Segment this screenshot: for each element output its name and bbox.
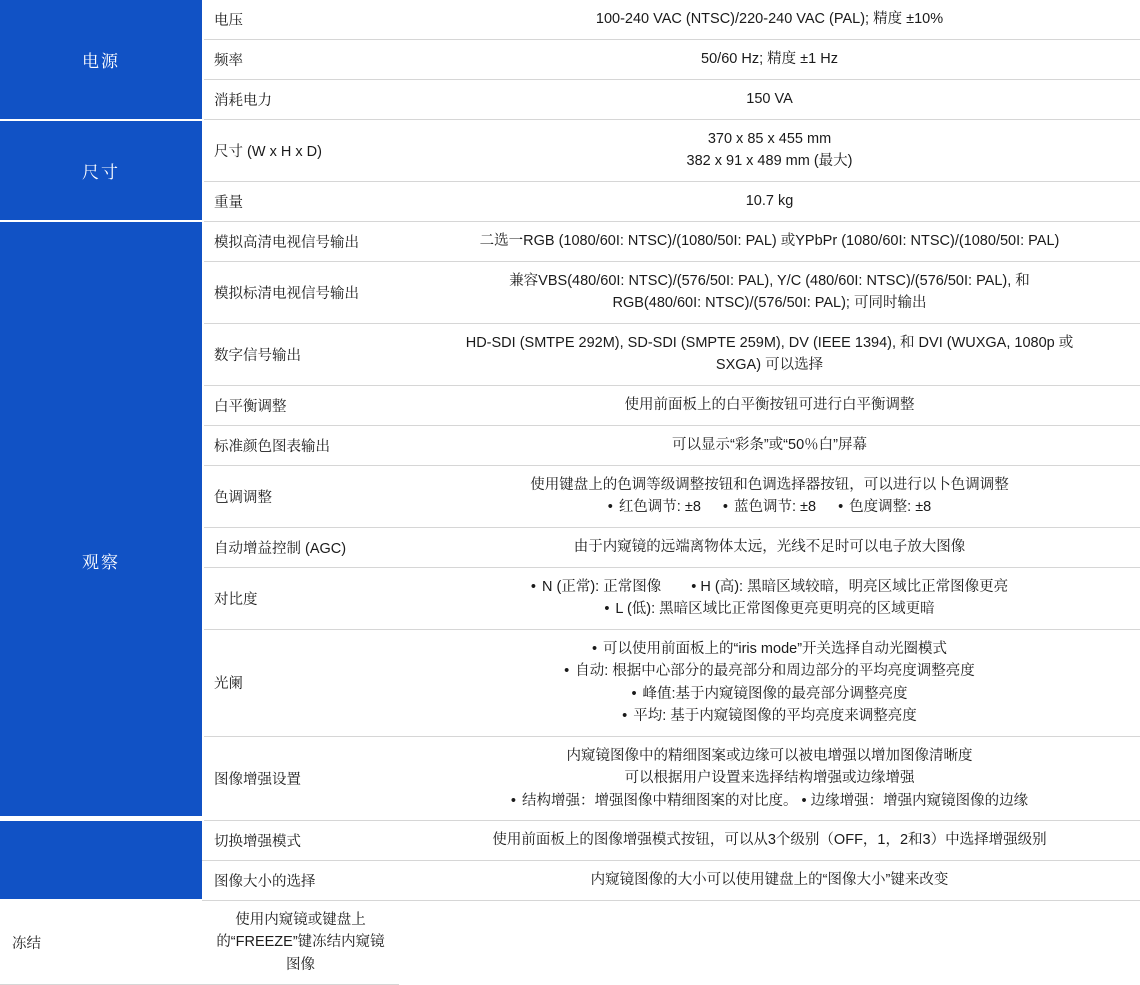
row-value <box>399 80 1140 120</box>
row-label: 冻结 <box>0 900 202 984</box>
row-label: 光阑 <box>202 629 399 736</box>
value-line: 二选一RGB (1080/60I: NTSC)/(1080/50I: PAL) 或YPbPr (1080/60I: NTSC)/(1080/50I: PAL) <box>479 233 1060 250</box>
value-bullet: • 平均: 基于内窥镜图像的平均亮度来调整亮度 <box>622 705 917 727</box>
row-value <box>399 629 1140 736</box>
group-cell <box>0 0 202 120</box>
value-bullet-line <box>411 660 1128 682</box>
row-value <box>399 860 1140 900</box>
value-line: 370 x 85 x 455 mm <box>707 131 832 147</box>
group-column-divider <box>202 0 204 821</box>
value-line: 使用前面板上的白平衡按钮可进行白平衡调整 <box>624 397 915 414</box>
table-row <box>0 221 1140 261</box>
value-line: RGB(480/60I: NTSC)/(576/50I: PAL); 可同时输出 <box>612 295 927 312</box>
row-label: 图像增强设置 <box>202 736 399 820</box>
value-bullet: • L (低): 黑暗区域比正常图像更亮更明亮的区域更暗 <box>604 598 934 620</box>
group-label: 尺寸 <box>82 162 120 182</box>
row-value <box>399 820 1140 860</box>
value-bullet: • 自动: 根据中心部分的最亮部分和周边部分的平均亮度调整亮度 <box>564 660 975 682</box>
value-bullet: • 色度调整: ±8 <box>838 496 931 518</box>
row-value <box>399 221 1140 261</box>
value-bullet-line <box>411 790 1128 812</box>
value-bullet: • 红色调节: ±8 <box>608 496 701 518</box>
row-label: 模拟高清电视信号输出 <box>202 221 399 261</box>
value-line: 由于内窥镜的远端离物体太远，光线不足时可以电子放大图像 <box>573 539 966 556</box>
group-cell <box>0 221 202 900</box>
value-line: SXGA) 可以选择 <box>715 357 824 374</box>
row-label: 对比度 <box>202 567 399 629</box>
table-row <box>0 120 1140 182</box>
row-value <box>399 181 1140 221</box>
value-line: HD-SDI (SMTPE 292M), SD-SDI (SMPTE 259M), DV (IEEE 1394), 和 DVI (WUXGA, 1080p 或 <box>465 334 1074 351</box>
row-value <box>399 40 1140 80</box>
row-value <box>399 736 1140 820</box>
value-line: 100-240 VAC (NTSC)/220-240 VAC (PAL); 精度 ±10% <box>595 11 944 28</box>
value-bullet-line <box>411 598 1128 620</box>
value-bullet: • 蓝色调节: ±8 <box>723 496 816 518</box>
row-label: 重量 <box>202 181 399 221</box>
value-line: 使用键盘上的色调等级调整按钮和色调选择器按钮，可以进行以卜色调调整 <box>530 476 1009 493</box>
value-line: 使用前面板上的图像增强模式按钮，可以从3个级别（OFF，1，2和3）中选择增强级别 <box>492 832 1047 849</box>
value-bullet-line <box>411 705 1128 727</box>
value-line: 可以显示“彩条”或“50％白”屏幕 <box>672 437 867 454</box>
value-bullet-line <box>411 638 1128 660</box>
value-line: 382 x 91 x 489 mm (最大) <box>686 153 853 170</box>
group-label: 电源 <box>82 51 120 71</box>
table-row <box>0 900 1140 984</box>
row-label: 电压 <box>202 0 399 40</box>
value-line: 使用内窥镜或键盘上的“FREEZE”键冻结内窥镜图像 <box>216 911 385 973</box>
row-value <box>202 900 399 984</box>
value-line: 内窥镜图像中的精细图案或边缘可以被电增强以增加图像清晰度 <box>566 747 973 764</box>
row-value <box>399 465 1140 527</box>
value-bullet: • 结构增强：增强图像中精细图案的对比度。 • 边缘增强：增强内窥镜图像的边缘 <box>511 790 1028 812</box>
value-bullet: • 可以使用前面板上的“iris mode”开关选择自动光圈模式 <box>592 638 947 660</box>
row-label: 白平衡调整 <box>202 385 399 425</box>
row-label: 消耗电力 <box>202 80 399 120</box>
row-label: 色调调整 <box>202 465 399 527</box>
value-line: 50/60 Hz; 精度 ±1 Hz <box>701 51 838 68</box>
row-label: 模拟标清电视信号输出 <box>202 261 399 323</box>
group-column-bottom-spacer <box>0 816 202 821</box>
row-label: 频率 <box>202 40 399 80</box>
group-label: 观察 <box>82 553 120 573</box>
row-label: 数字信号输出 <box>202 323 399 385</box>
row-value <box>399 323 1140 385</box>
row-label: 图像大小的选择 <box>202 860 399 900</box>
value-bullet: • N (正常): 正常图像 • H (高): 黑暗区域较暗，明亮区域比正常图像更亮 <box>531 576 1008 598</box>
value-bullet: • 峰值:基于内窥镜图像的最亮部分调整亮度 <box>631 683 907 705</box>
row-label: 尺寸 (W x H x D) <box>202 120 399 182</box>
value-line: 兼容VBS(480/60I: NTSC)/(576/50I: PAL), Y/C (480/60I: NTSC)/(576/50I: PAL), 和 <box>509 272 1030 289</box>
value-line: 10.7 kg <box>745 193 794 210</box>
row-value <box>399 120 1140 182</box>
row-value <box>399 0 1140 40</box>
row-label: 标准颜色图表输出 <box>202 425 399 465</box>
row-value <box>399 567 1140 629</box>
value-bullet-row <box>411 496 1128 518</box>
row-label: 自动增益控制 (AGC) <box>202 527 399 567</box>
row-label: 切换增强模式 <box>202 820 399 860</box>
group-cell <box>0 120 202 222</box>
row-value <box>399 425 1140 465</box>
value-line: 内窥镜图像的大小可以使用键盘上的“图像大小”键来改变 <box>590 872 949 889</box>
value-line: 150 VA <box>746 91 793 108</box>
row-value <box>399 527 1140 567</box>
value-line: 可以根据用户设置来选择结构增强或边缘增强 <box>624 770 915 787</box>
row-value <box>399 261 1140 323</box>
table-row <box>0 0 1140 40</box>
row-value <box>399 385 1140 425</box>
value-bullet-line <box>411 683 1128 705</box>
value-bullet-line <box>411 576 1128 598</box>
